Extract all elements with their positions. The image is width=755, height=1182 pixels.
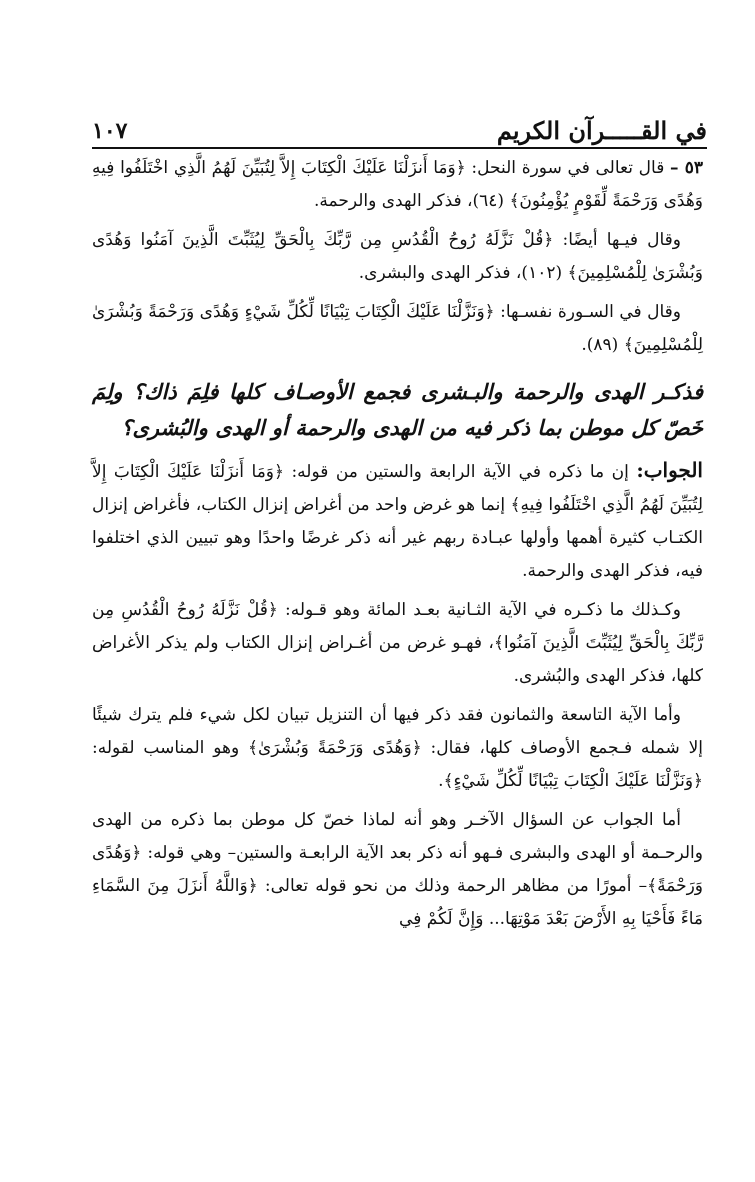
page-body	[92, 152, 703, 942]
answer-paragraph	[92, 454, 703, 588]
paragraph-53	[92, 152, 703, 218]
paragraph-text: وأما الآية التاسعة والثمانون فقد ذكر فيها أن التنزيل تبيان لكل شيء فلم يترك شيئًا إلا شمله فـجمع الأوصاف كلها، فقال: ﴿وَهُدًى وَرَحْمَةً وَبُشْرَىٰ﴾ وهو المناسب لقوله: ﴿وَنَزَّلْنَا عَلَيْكَ الْكِتَابَ تِبْيَانًا لِّكُلِّ شَيْءٍ﴾.	[92, 705, 703, 791]
paragraph-text: قال تعالى في سورة النحل: ﴿وَمَا أَنزَلْنَا عَلَيْكَ الْكِتَابَ إِلاَّ لِتُبَيِّنَ لَهُمُ الَّذِي اخْتَلَفُوا فِيهِ وَهُدًى وَرَحْمَةً لِّقَوْمٍ يُؤْمِنُونَ﴾ (٦٤)، فذكر الهدى والرحمة.	[92, 158, 703, 211]
running-title: في القـــــرآن الكريم	[496, 116, 707, 145]
item-number: ٥٣ –	[670, 158, 704, 178]
paragraph-text: وكـذلك ما ذكـره في الآية الثـانية بعـد المائة وهو قـوله: ﴿قُلْ نَزَّلَهُ رُوحُ الْقُدُسِ مِن رَّبِّكَ بِالْحَقِّ لِيُثَبِّتَ الَّذِينَ آمَنُوا﴾، فهـو غرض من أغـراض إنزال الكتاب ولم يذكر الأغراض كلها، فذكر الهدى والبُشرى.	[92, 600, 703, 686]
header-divider	[92, 147, 707, 149]
paragraph-third-verse-explanation	[92, 699, 703, 798]
paragraph-text: إن ما ذكره في الآية الرابعة والستين من قوله: ﴿وَمَا أَنزَلْنَا عَلَيْكَ الْكِتَابَ إِلاَّ لِتُبَيِّنَ لَهُمُ الَّذِي اخْتَلَفُوا فِيهِ﴾ إنما هو غرض واحد من أغراض إنزال الكتاب، فأغراض إنزال الكتـاب كثيرة أهمها وأولها عبـادة ربهم غير أنه ذكر غرضًا واحدًا وهو تبيين الذي اختلفوا فيه، فذكر الهدى والرحمة.	[92, 462, 703, 581]
paragraph-text: أما الجواب عن السؤال الآخـر وهو أنه لماذا خصّ كل موطن بما ذكره من الهدى والرحـمة أو الهدى والبشرى فـهو أنه ذكر بعد الآية الرابعـة والستين– وهي قوله: ﴿وَهُدًى وَرَحْمَةً﴾– أمورًا من مظاهر الرحمة وذلك من نحو قوله تعالى: ﴿وَاللَّهُ أَنزَلَ مِنَ السَّمَاءِ مَاءً فَأَحْيَا بِهِ الأَرْضَ بَعْدَ مَوْتِهَا... وَإِنَّ لَكُمْ فِي	[92, 810, 703, 929]
page-number: ١٠٧	[92, 118, 128, 144]
answer-label: الجواب:	[636, 458, 703, 482]
paragraph-text: وقال فيـها أيضًا: ﴿قُلْ نَزَّلَهُ رُوحُ الْقُدُسِ مِن رَّبِّكَ بِالْحَقِّ لِيُثَبِّتَ الَّذِينَ آمَنُوا وَهُدًى وَبُشْرَىٰ لِلْمُسْلِمِينَ﴾ (١٠٢)، فذكر الهدى والبشرى.	[92, 230, 703, 283]
paragraph-second-question-answer	[92, 804, 703, 936]
question-heading: فذكـر الهدى والرحمة والبـشرى فجمع الأوصـاف كلها فلِمَ ذاك؟ ولِمَ خَصّ كل موطن بما ذكر فيه من الهدى والرحمة أو الهدى والبُشرى؟	[92, 379, 703, 440]
paragraph-second-verse-explanation	[92, 594, 703, 693]
page-header	[92, 112, 707, 146]
paragraph-third-verse	[92, 296, 703, 362]
paragraph-second-verse	[92, 224, 703, 290]
paragraph-text: وقال في السـورة نفسـها: ﴿وَنَزَّلْنَا عَلَيْكَ الْكِتَابَ تِبْيَانًا لِّكُلِّ شَيْءٍ وَهُدًى وَرَحْمَةً وَبُشْرَىٰ لِلْمُسْلِمِينَ﴾ (٨٩).	[92, 302, 703, 355]
